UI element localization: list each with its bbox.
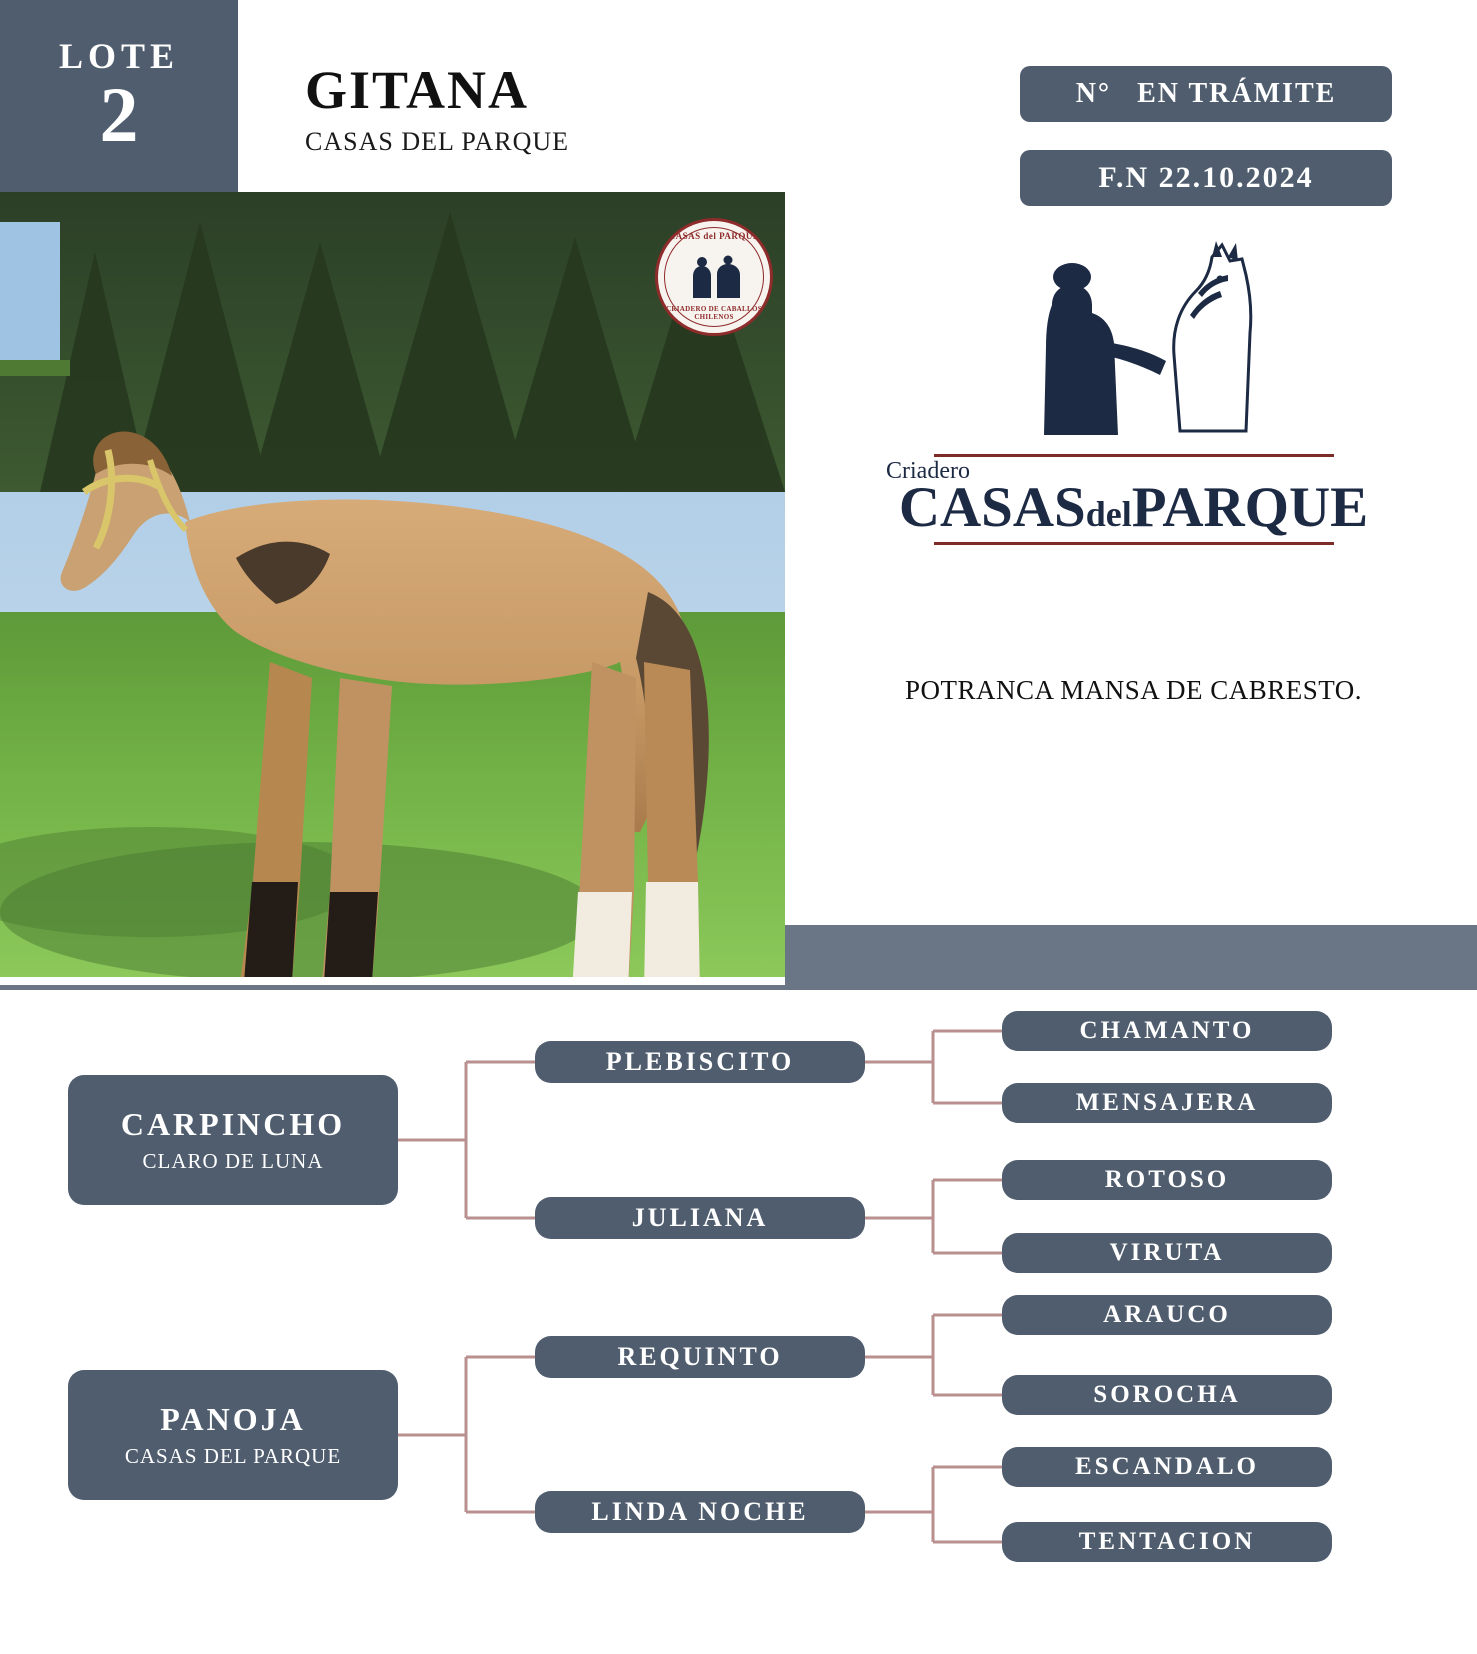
page-title: GITANA bbox=[305, 60, 530, 120]
pedigree-node-name: ARAUCO bbox=[1103, 1301, 1231, 1328]
pedigree-node-name: CARPINCHO bbox=[120, 1106, 346, 1142]
pedigree-node-gen2 bbox=[535, 1041, 865, 1083]
pedigree-node-name: VIRUTA bbox=[1109, 1239, 1225, 1266]
pedigree-node-name: ROTOSO bbox=[1104, 1166, 1230, 1193]
logo-rule-bottom bbox=[934, 542, 1334, 545]
logo-del: del bbox=[1085, 494, 1132, 534]
pedigree-node-gen3 bbox=[1002, 1233, 1332, 1273]
pedigree-node-breeder: CLARO DE LUNA bbox=[142, 1149, 324, 1173]
stamp-figure-icon bbox=[679, 254, 749, 300]
pedigree-node-gen2 bbox=[535, 1336, 865, 1378]
registration-badge bbox=[1020, 66, 1392, 122]
pedigree-node-gen3 bbox=[1002, 1160, 1332, 1200]
horse-breeder: CASAS DEL PARQUE bbox=[305, 126, 570, 156]
pedigree-node-gen2 bbox=[535, 1491, 865, 1533]
pedigree-node-name: ESCANDALO bbox=[1075, 1453, 1259, 1480]
logo-parque: PARQUE bbox=[1131, 476, 1369, 539]
pedigree-chart bbox=[0, 990, 1477, 1654]
stamp-bottom-text: CRIADERO DE CABALLOS CHILENOS bbox=[666, 305, 762, 321]
pedigree-node-name: PLEBISCITO bbox=[605, 1047, 795, 1076]
lot-badge bbox=[0, 0, 238, 192]
pedigree-node-sire bbox=[68, 1075, 398, 1205]
pedigree-node-gen3 bbox=[1002, 1522, 1332, 1562]
logo-rule-top bbox=[934, 454, 1334, 457]
registration-value: EN TRÁMITE bbox=[1137, 78, 1337, 109]
pedigree-node-gen3 bbox=[1002, 1295, 1332, 1335]
description-caption: POTRANCA MANSA DE CABRESTO. bbox=[904, 675, 1363, 705]
pedigree-node-gen3 bbox=[1002, 1083, 1332, 1123]
logo-wordmark bbox=[898, 476, 1369, 539]
pedigree-node-name: JULIANA bbox=[631, 1203, 769, 1232]
pedigree-node-gen3 bbox=[1002, 1011, 1332, 1051]
pedigree-node-name: REQUINTO bbox=[617, 1342, 783, 1371]
pedigree-node-gen3 bbox=[1002, 1375, 1332, 1415]
pedigree-node-name: LINDA NOCHE bbox=[591, 1497, 809, 1526]
registration-label: N° bbox=[1075, 78, 1112, 109]
birthdate-value: F.N 22.10.2024 bbox=[1098, 161, 1314, 194]
pedigree-node-breeder: CASAS DEL PARQUE bbox=[124, 1444, 342, 1468]
horse-and-handler-icon bbox=[984, 235, 1284, 450]
stamp-top-text: CASAS del PARQUE bbox=[668, 231, 760, 241]
pedigree-node-dam bbox=[68, 1370, 398, 1500]
pedigree-node-gen2 bbox=[535, 1197, 865, 1239]
breeder-stamp bbox=[655, 218, 773, 336]
pedigree-node-name: TENTACION bbox=[1078, 1528, 1256, 1555]
pedigree-node-name: MENSAJERA bbox=[1075, 1089, 1259, 1116]
pedigree-node-name: CHAMANTO bbox=[1079, 1017, 1255, 1044]
logo-casas: CASAS bbox=[898, 476, 1086, 539]
pedigree-node-gen3 bbox=[1002, 1447, 1332, 1487]
pedigree-node-name: PANOJA bbox=[160, 1401, 306, 1437]
title-block bbox=[305, 62, 569, 157]
footer-accent-bar bbox=[785, 925, 1477, 985]
logo-criadero-text: Criadero bbox=[886, 458, 970, 484]
birthdate-badge bbox=[1020, 150, 1392, 206]
lot-label: LOTE bbox=[58, 36, 180, 76]
lot-number: 2 bbox=[99, 71, 139, 158]
pedigree-node-name: SOROCHA bbox=[1093, 1381, 1241, 1408]
